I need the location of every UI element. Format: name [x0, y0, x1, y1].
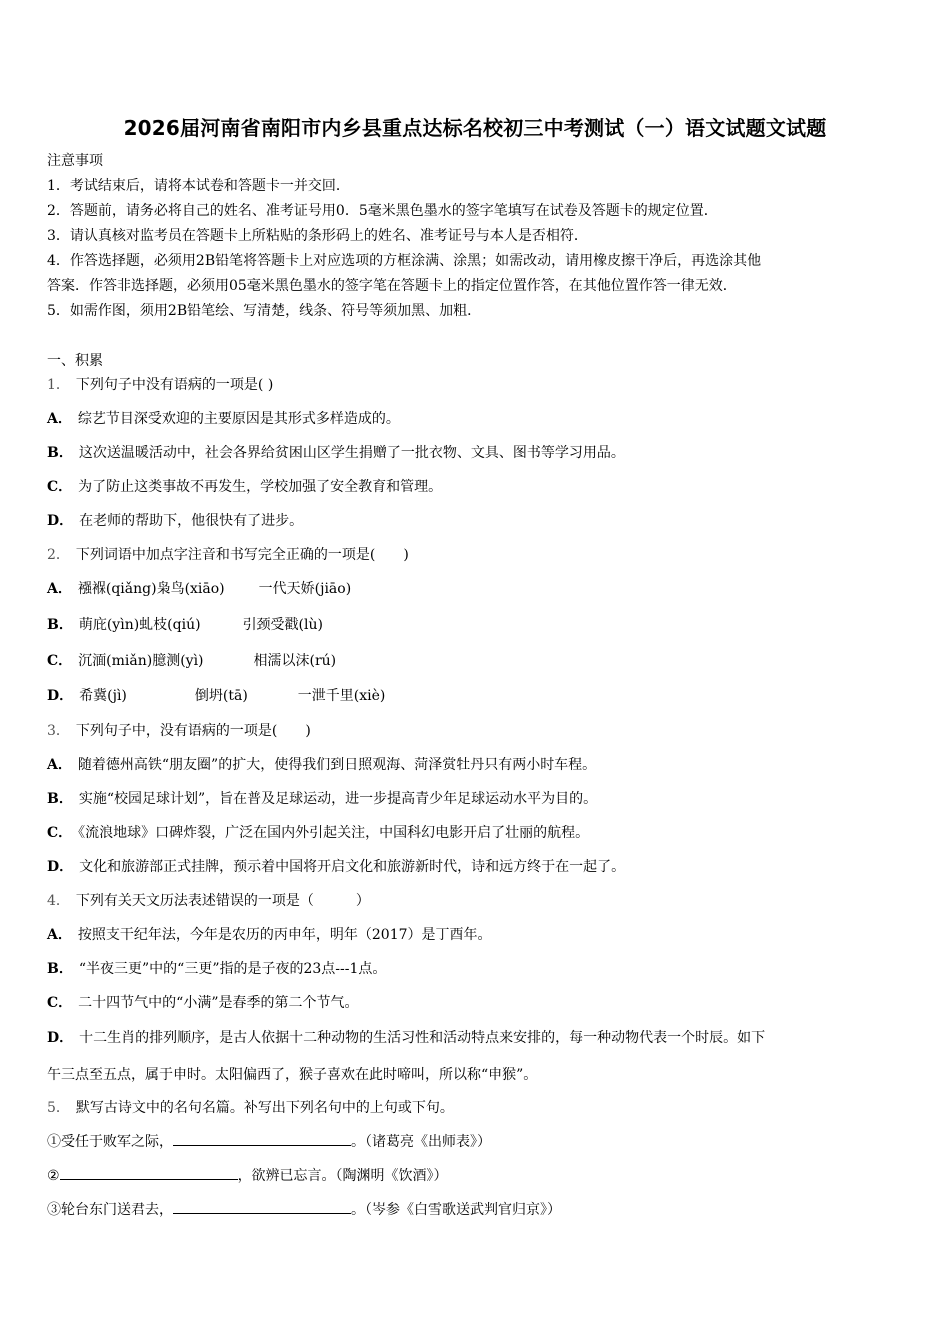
fill-pre: ②	[47, 1168, 60, 1184]
question-number: 1．	[47, 377, 70, 393]
option-d	[47, 511, 303, 531]
option-word: 襁褓(qiǎng)枭鸟(xiāo)	[77, 581, 225, 597]
question-number: 4．	[47, 893, 70, 909]
option-text: 十二生肖的排列顺序，是古人依据十二种动物的生活习性和活动特点来安排的，每一种动物代表一个时辰。如下	[79, 1030, 766, 1046]
option-label: B．	[47, 617, 73, 633]
notice-item: 答案．作答非选择题，必须用05毫米黑色墨水的签字笔在答题卡上的指定位置作答，在其他位置作答一律无效．	[47, 278, 737, 294]
notice-item: 3．请认真核对监考员在答题卡上所粘贴的条形码上的姓名、准考证号与本人是否相符．	[47, 228, 588, 244]
fill-pre: ③轮台东门送君去，	[47, 1202, 173, 1218]
notice-item: 1．考试结束后，请将本试卷和答题卡一并交回．	[47, 178, 350, 194]
option-label: C．	[47, 995, 73, 1011]
fill-item-1	[47, 1131, 491, 1152]
question-stem: 下列句子中，没有语病的一项是( )	[75, 723, 311, 739]
option-text: 为了防止这类事故不再发生，学校加强了安全教育和管理。	[78, 479, 443, 495]
option-word: 引颈受戳(lù)	[242, 617, 323, 633]
option-label: A．	[47, 927, 72, 943]
option-word: 希冀(jì)	[79, 688, 127, 704]
option-word: 倒坍(tā)	[194, 688, 248, 704]
option-text: 《流浪地球》口碑炸裂，广泛在国内外引起关注，中国科幻电影开启了壮丽的航程。	[78, 825, 590, 841]
option-word: 一泄千里(xiè)	[297, 688, 386, 704]
option-text: 在老师的帮助下，他很快有了进步。	[79, 513, 304, 529]
question-3	[47, 721, 311, 741]
fill-post: 。（诸葛亮《出师表》）	[351, 1134, 491, 1150]
option-d	[47, 857, 625, 877]
notice-item: 4．作答选择题，必须用2B铅笔将答题卡上对应选项的方框涂满、涂黑；如需改动，请用橡皮擦干净后，再选涂其他	[47, 253, 762, 269]
option-text: 二十四节气中的“小满”是春季的第二个节气。	[78, 995, 359, 1011]
answer-blank[interactable]	[60, 1165, 238, 1180]
option-text: 综艺节目深受欢迎的主要原因是其形式多样造成的。	[77, 411, 400, 427]
question-5	[47, 1098, 454, 1118]
option-b	[47, 789, 597, 809]
notice-heading: 注意事项	[47, 153, 103, 169]
option-c	[47, 993, 358, 1013]
question-stem: 下列有关天文历法表述错误的一项是（ ）	[75, 893, 370, 909]
question-number: 2．	[47, 547, 70, 563]
option-label: C．	[47, 825, 73, 841]
option-c	[47, 651, 336, 671]
question-2	[47, 545, 409, 565]
option-d-continued: 午三点至五点，属于申时。太阳偏西了，猴子喜欢在此时啼叫，所以称“申猴”。	[47, 1067, 538, 1083]
answer-blank[interactable]	[173, 1199, 351, 1214]
option-label: D．	[47, 688, 74, 704]
option-text: 按照支干纪年法，今年是农历的丙申年，明年（2017）是丁酉年。	[77, 927, 492, 943]
option-c	[47, 477, 442, 497]
option-a	[47, 579, 351, 599]
option-word: 沉湎(miǎn)臆测(yì)	[78, 653, 204, 669]
option-label: A．	[47, 581, 72, 597]
option-d	[47, 686, 385, 706]
page-title: 2026届河南省南阳市内乡县重点达标名校初三中考测试（一）语文试题文试题	[123, 116, 827, 140]
fill-post: ，欲辨已忘言。（陶渊明《饮酒》）	[237, 1168, 448, 1184]
option-label: A．	[47, 757, 72, 773]
option-label: D．	[47, 513, 74, 529]
option-a	[47, 409, 400, 429]
option-c	[47, 823, 589, 843]
option-a	[47, 925, 492, 945]
option-a	[47, 755, 596, 775]
notice-item: 5．如需作图，须用2B铅笔绘、写清楚，线条、符号等须加黑、加粗．	[47, 303, 482, 319]
option-text: 这次送温暖活动中，社会各界给贫困山区学生捐赠了一批衣物、文具、图书等学习用品。	[78, 445, 625, 461]
question-4	[47, 891, 370, 911]
question-stem: 下列词语中加点字注音和书写完全正确的一项是( )	[75, 547, 409, 563]
question-number: 5．	[47, 1100, 70, 1116]
option-label: B．	[47, 445, 73, 461]
notice-item: 2．答题前，请务必将自己的姓名、准考证号用0．5毫米黑色墨水的签字笔填写在试卷及答题卡的规定位置．	[47, 203, 718, 219]
option-b	[47, 959, 386, 979]
option-label: A．	[47, 411, 72, 427]
option-word: 一代天娇(jiāo)	[258, 581, 352, 597]
option-text: “半夜三更”中的“三更”指的是子夜的23点---1点。	[78, 961, 387, 977]
option-label: C．	[47, 479, 73, 495]
answer-blank[interactable]	[173, 1131, 351, 1146]
option-label: D．	[47, 859, 74, 875]
option-text: 随着德州高铁“朋友圈”的扩大，使得我们到日照观海、菏泽赏牡丹只有两小时车程。	[77, 757, 597, 773]
option-word: 相濡以沫(rú)	[253, 653, 337, 669]
question-number: 3．	[47, 723, 70, 739]
option-b	[47, 443, 625, 463]
option-word: 萌庇(yìn)虬枝(qiú)	[78, 617, 201, 633]
fill-post: 。（岑参《白雪歌送武判官归京》）	[351, 1202, 561, 1218]
option-d	[47, 1028, 765, 1048]
fill-pre: ①受任于败军之际，	[47, 1134, 173, 1150]
option-b	[47, 615, 323, 635]
option-label: D．	[47, 1030, 74, 1046]
question-stem: 默写古诗文中的名句名篇。补写出下列名句中的上句或下句。	[75, 1100, 454, 1116]
question-stem: 下列句子中没有语病的一项是( )	[75, 377, 274, 393]
option-text: 实施“校园足球计划”，旨在普及足球运动，进一步提高青少年足球运动水平为目的。	[78, 791, 598, 807]
question-1	[47, 375, 273, 395]
fill-item-2	[47, 1165, 448, 1186]
fill-item-3	[47, 1199, 561, 1220]
option-label: B．	[47, 961, 73, 977]
section-heading: 一、积累	[47, 353, 103, 369]
option-label: B．	[47, 791, 73, 807]
option-text: 文化和旅游部正式挂牌，预示着中国将开启文化和旅游新时代，诗和远方终于在一起了。	[79, 859, 626, 875]
option-label: C．	[47, 653, 73, 669]
